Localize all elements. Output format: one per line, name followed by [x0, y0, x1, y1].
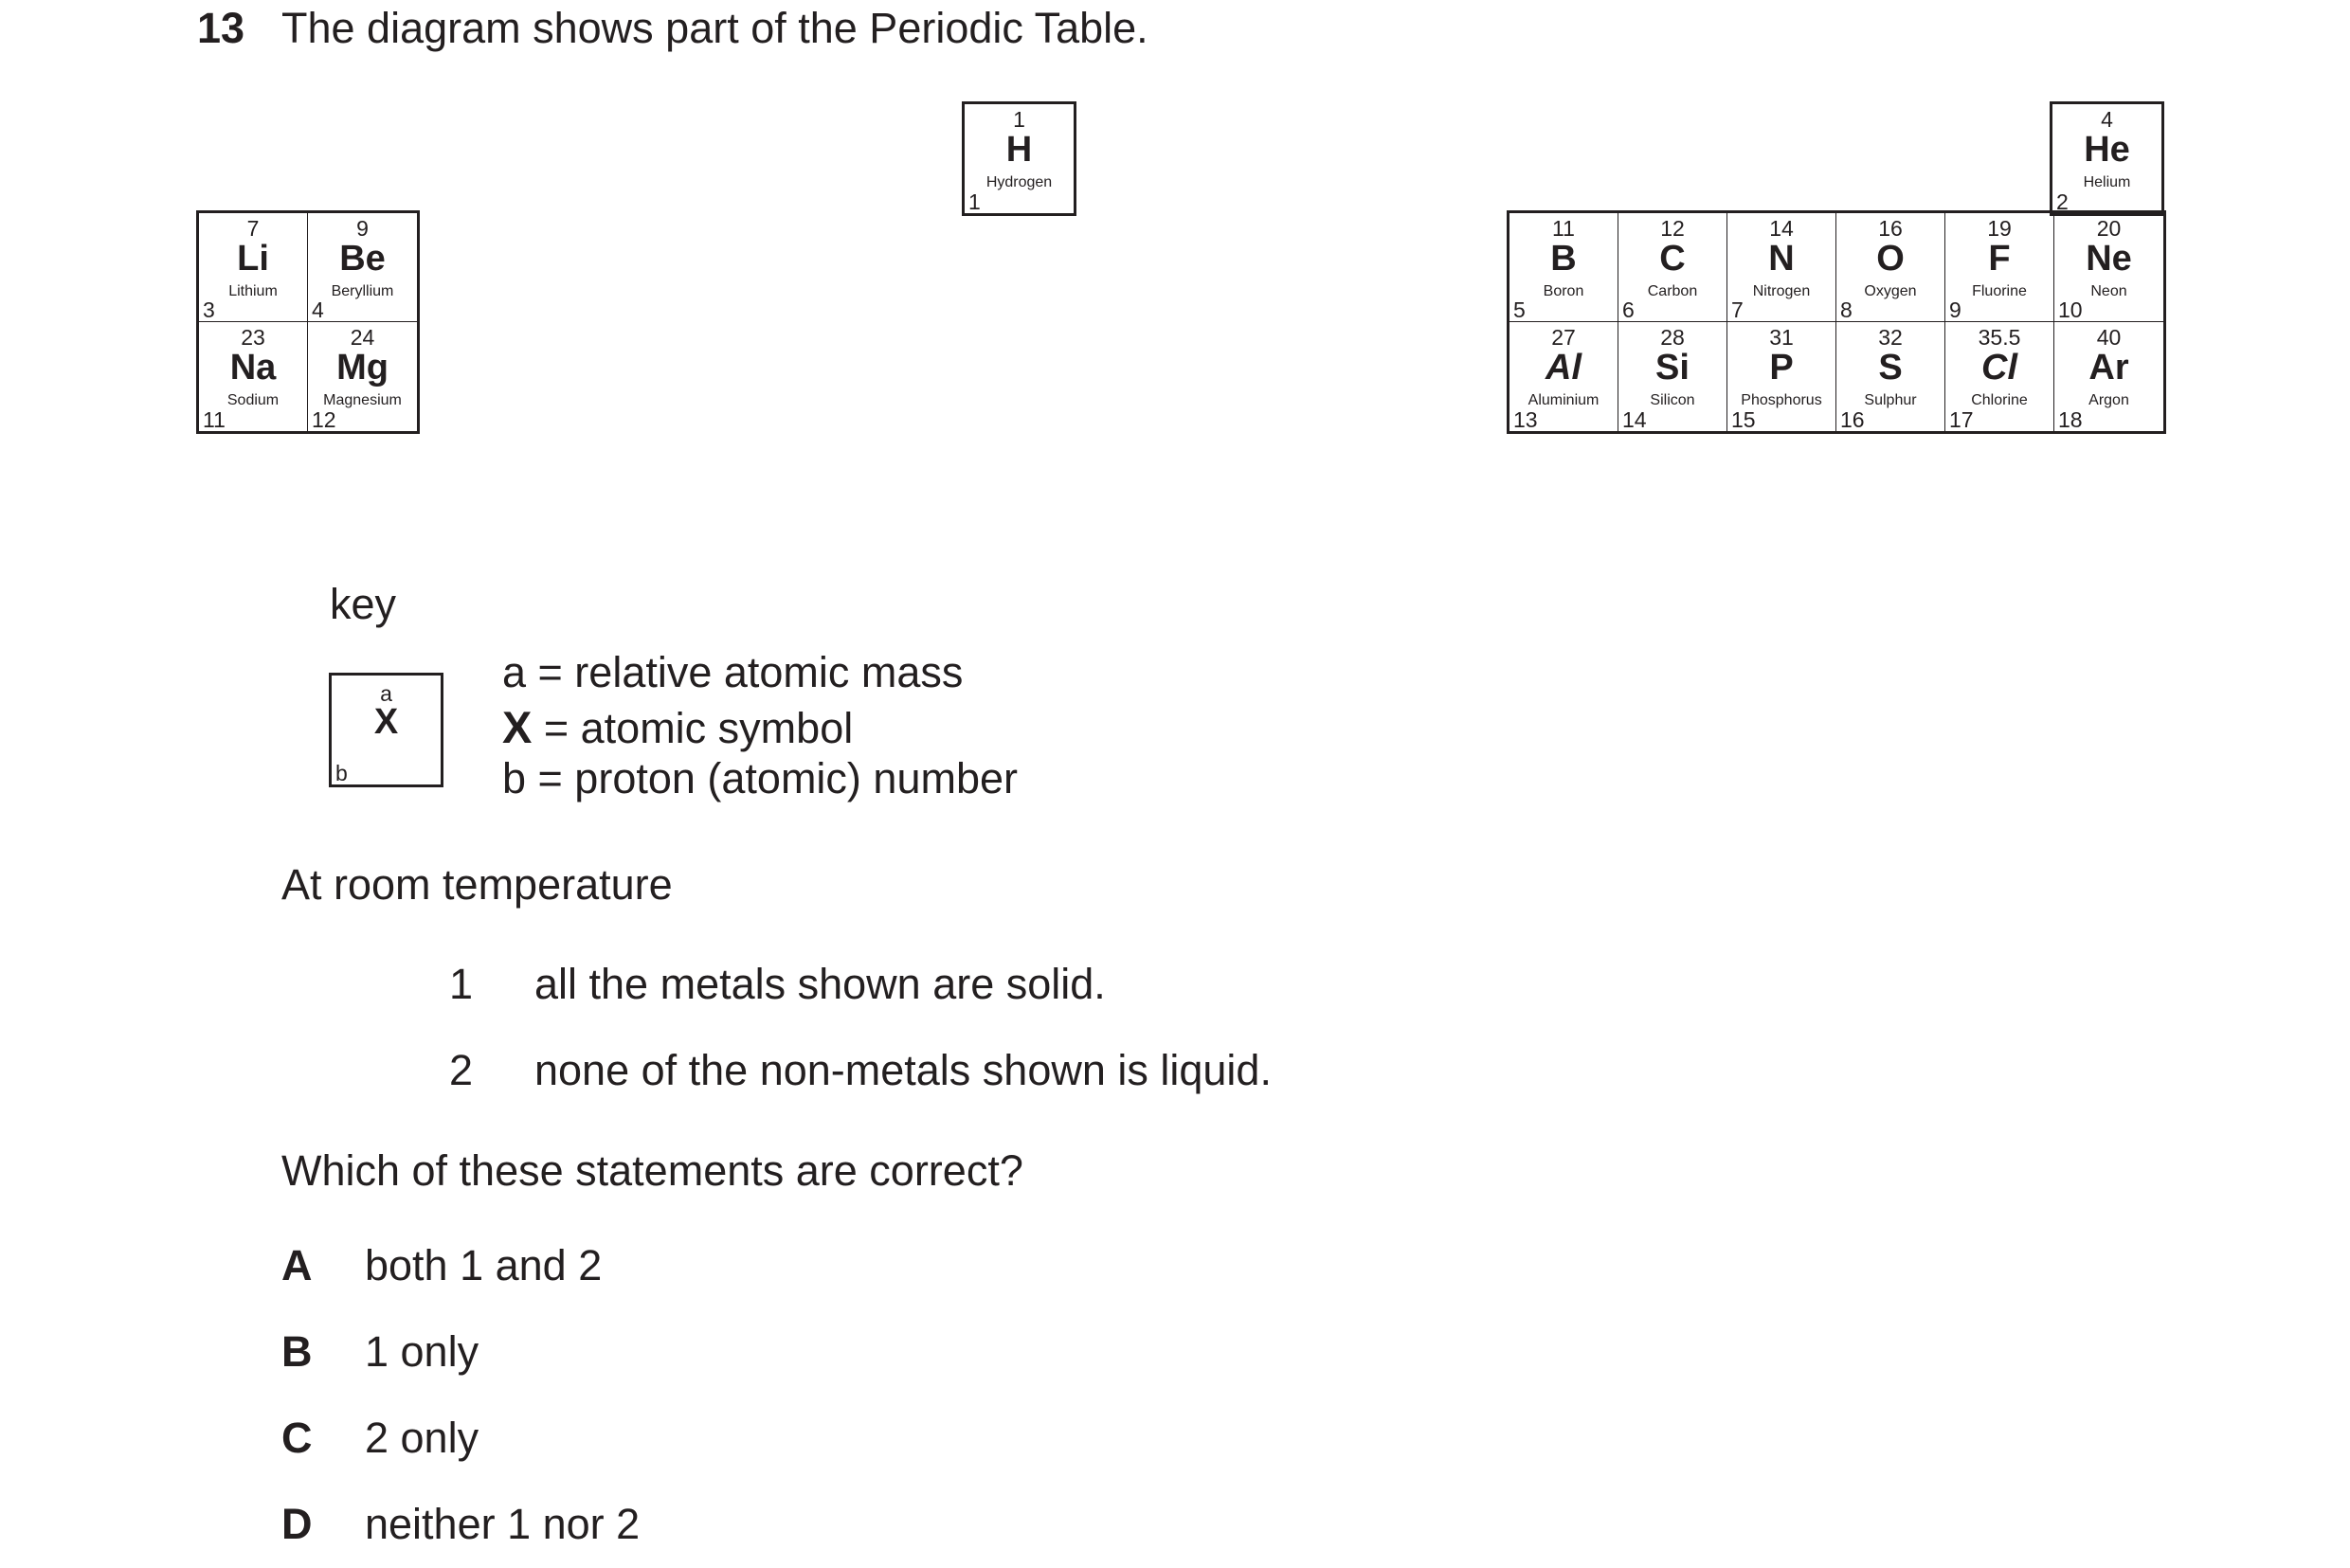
element-name: Sulphur: [1864, 392, 1917, 408]
periodic-block-groups-3-0: [1507, 210, 2166, 434]
element-cell: [965, 104, 1074, 213]
element-symbol: F: [1988, 239, 2011, 279]
option-a-text: both 1 and 2: [365, 1241, 603, 1289]
element-mass: 12: [1660, 216, 1685, 241]
element-mass: 11: [1552, 216, 1575, 241]
element-cell: [1836, 213, 1945, 322]
question-prompt: Which of these statements are correct?: [281, 1146, 1023, 1195]
element-atomic-number: 16: [1840, 407, 1865, 432]
element-cell: [1618, 213, 1727, 322]
element-symbol: Ne: [2086, 239, 2132, 279]
key-line-symbol-text: = atomic symbol: [532, 704, 854, 752]
element-atomic-number: 13: [1513, 407, 1538, 432]
element-mass: 27: [1551, 325, 1576, 350]
element-symbol: Na: [229, 348, 277, 387]
element-mass: 31: [1769, 325, 1794, 350]
option-b-text: 1 only: [365, 1327, 479, 1376]
element-symbol: He: [2084, 130, 2130, 170]
element-mass: 23: [241, 325, 265, 350]
element-mass: 35.5: [1978, 325, 2021, 350]
element-cell: [2054, 322, 2163, 431]
statement-1-text: all the metals shown are solid.: [534, 960, 1106, 1008]
element-cell: [1618, 322, 1727, 431]
element-cell: [2052, 104, 2161, 213]
element-atomic-number: 10: [2058, 297, 2083, 322]
element-atomic-number: 4: [312, 297, 324, 322]
key-box-mass: a: [380, 681, 392, 706]
element-atomic-number: 3: [203, 297, 215, 322]
periodic-block-groups-1-2: [196, 210, 420, 434]
element-symbol: Al: [1546, 348, 1582, 387]
element-atomic-number: 5: [1513, 297, 1526, 322]
option-d-letter: D: [281, 1500, 313, 1548]
question-number: 13: [197, 4, 245, 52]
element-name: Phosphorus: [1741, 392, 1822, 408]
key-line-symbol-x: X: [502, 702, 533, 752]
element-cell: [2054, 213, 2163, 322]
element-atomic-number: 6: [1622, 297, 1635, 322]
element-mass: 20: [2096, 216, 2122, 241]
element-name: Magnesium: [323, 392, 402, 408]
element-symbol: Si: [1655, 348, 1690, 387]
element-atomic-number: 15: [1731, 407, 1756, 432]
element-mass: 14: [1769, 216, 1794, 241]
element-symbol: B: [1550, 239, 1577, 279]
element-name: Chlorine: [1971, 392, 2028, 408]
element-cell: [1509, 213, 1618, 322]
element-name: Sodium: [226, 392, 280, 408]
element-cell: [1836, 322, 1945, 431]
element-cell: [1509, 322, 1618, 431]
element-cell: [199, 213, 308, 322]
element-symbol: Mg: [336, 348, 389, 387]
element-atomic-number: 14: [1622, 407, 1647, 432]
element-cell: [308, 322, 417, 431]
element-mass: 4: [2101, 107, 2113, 132]
key-line-mass: a = relative atomic mass: [502, 648, 964, 696]
element-mass: 7: [246, 216, 260, 241]
element-name: Hydrogen: [985, 174, 1053, 190]
element-mass: 16: [1878, 216, 1903, 241]
element-cell: [1727, 213, 1836, 322]
element-symbol: Li: [237, 239, 269, 279]
element-name: Boron: [1543, 283, 1584, 299]
element-mass: 32: [1878, 325, 1903, 350]
element-mass: 28: [1660, 325, 1685, 350]
element-name: Aluminium: [1528, 392, 1600, 408]
element-name: Carbon: [1647, 283, 1698, 299]
element-symbol: Be: [339, 239, 386, 279]
element-atomic-number: 8: [1840, 297, 1853, 322]
element-name: Nitrogen: [1752, 283, 1811, 299]
element-symbol: O: [1876, 239, 1905, 279]
element-atomic-number: 18: [2058, 407, 2083, 432]
element-name: Neon: [2090, 283, 2127, 299]
element-mass: 9: [356, 216, 369, 241]
element-symbol: H: [1005, 130, 1033, 170]
key-line-symbol: [502, 701, 853, 753]
question-stem: The diagram shows part of the Periodic Table.: [281, 4, 1148, 52]
element-mass: 24: [350, 325, 375, 350]
key-heading: key: [330, 580, 397, 628]
key-box-number: b: [335, 761, 348, 785]
element-cell: [1945, 213, 2054, 322]
element-atomic-number: 1: [968, 189, 981, 214]
statement-2-number: 2: [449, 1046, 474, 1094]
option-b-letter: B: [281, 1327, 313, 1376]
element-atomic-number: 9: [1949, 297, 1961, 322]
element-symbol: S: [1878, 348, 1903, 387]
element-atomic-number: 12: [312, 407, 336, 432]
statement-1-number: 1: [449, 960, 474, 1008]
element-name: Oxygen: [1864, 283, 1917, 299]
key-element-box: [329, 673, 443, 787]
element-name: Argon: [2088, 392, 2129, 408]
option-d-text: neither 1 nor 2: [365, 1500, 641, 1548]
option-c-text: 2 only: [365, 1414, 479, 1462]
key-line-number: b = proton (atomic) number: [502, 754, 1018, 802]
element-mass: 1: [1013, 107, 1025, 132]
element-atomic-number: 7: [1731, 297, 1744, 322]
element-atomic-number: 17: [1949, 407, 1974, 432]
option-a-letter: A: [281, 1241, 313, 1289]
element-mass: 19: [1987, 216, 2012, 241]
element-symbol: Ar: [2088, 348, 2129, 387]
element-cell: [1945, 322, 2054, 431]
element-cell: [1727, 322, 1836, 431]
intro-text: At room temperature: [281, 860, 673, 909]
element-symbol: Cl: [1981, 348, 2017, 387]
element-mass: 40: [2096, 325, 2122, 350]
key-box-symbol: X: [373, 702, 399, 742]
element-name: Silicon: [1650, 392, 1695, 408]
element-symbol: C: [1659, 239, 1686, 279]
element-name: Fluorine: [1972, 283, 2027, 299]
element-name: Helium: [2083, 174, 2131, 190]
element-atomic-number: 2: [2056, 189, 2069, 214]
element-symbol: N: [1768, 239, 1795, 279]
statement-2-text: none of the non-metals shown is liquid.: [534, 1046, 1272, 1094]
option-c-letter: C: [281, 1414, 313, 1462]
element-name: Beryllium: [331, 283, 394, 299]
element-symbol: P: [1769, 348, 1794, 387]
element-cell: [308, 213, 417, 322]
element-atomic-number: 11: [203, 407, 226, 432]
element-cell: [199, 322, 308, 431]
element-name: Lithium: [228, 283, 278, 299]
periodic-block-hydrogen: [962, 101, 1076, 216]
periodic-block-helium: [2050, 101, 2164, 216]
